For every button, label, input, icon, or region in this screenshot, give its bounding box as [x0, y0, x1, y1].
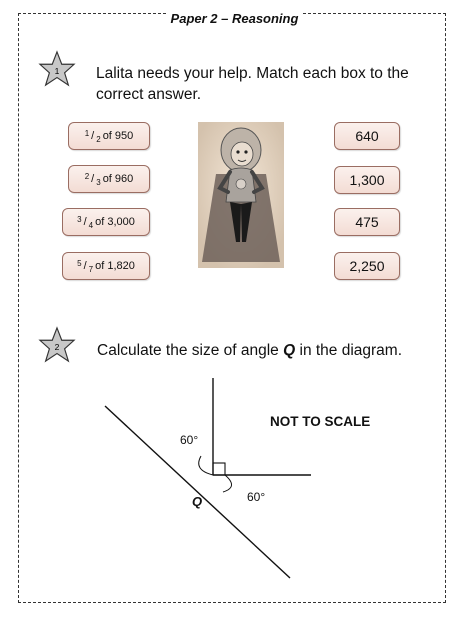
fraction-box-4[interactable] [62, 252, 150, 280]
answer-box-1[interactable]: 640 [334, 122, 400, 150]
answer-box-4[interactable]: 2,250 [334, 252, 400, 280]
question-2-text: Calculate the size of angle Q in the diagram. [97, 342, 403, 359]
question-number-2: 2 [54, 341, 60, 352]
question-1-text: Lalita needs your help. Match each box to the correct answer. [96, 65, 409, 103]
fraction-box-2[interactable] [68, 165, 150, 193]
angle-q-label: Q [192, 494, 203, 509]
fraction-label: $^3$ / $_4$ of 3,000 [77, 214, 135, 230]
angle-name: Q [283, 342, 296, 359]
lalita-illustration [198, 122, 284, 268]
fraction-label: $^5$ / $_7$ of 1,820 [77, 258, 135, 274]
question-number-1: 1 [54, 65, 60, 76]
header-title: Paper 2 – Reasoning [167, 11, 303, 26]
star-icon-question-2 [38, 326, 76, 364]
fraction-box-3[interactable] [62, 208, 150, 236]
not-to-scale-label: NOT TO SCALE [270, 414, 371, 429]
fraction-box-1[interactable] [68, 122, 150, 150]
fraction-label: $^2$ / $_3$ of 960 [84, 171, 134, 187]
star-icon-question-1 [38, 50, 76, 88]
angle-label-top: 60° [180, 433, 199, 447]
fraction-label: $^1$ / $_2$ of 950 [84, 128, 134, 144]
answer-box-3[interactable]: 475 [334, 208, 400, 236]
angle-label-bottom: 60° [247, 490, 266, 504]
angle-diagram [95, 372, 355, 587]
answer-box-2[interactable]: 1,300 [334, 166, 400, 194]
page-header [0, 11, 469, 26]
